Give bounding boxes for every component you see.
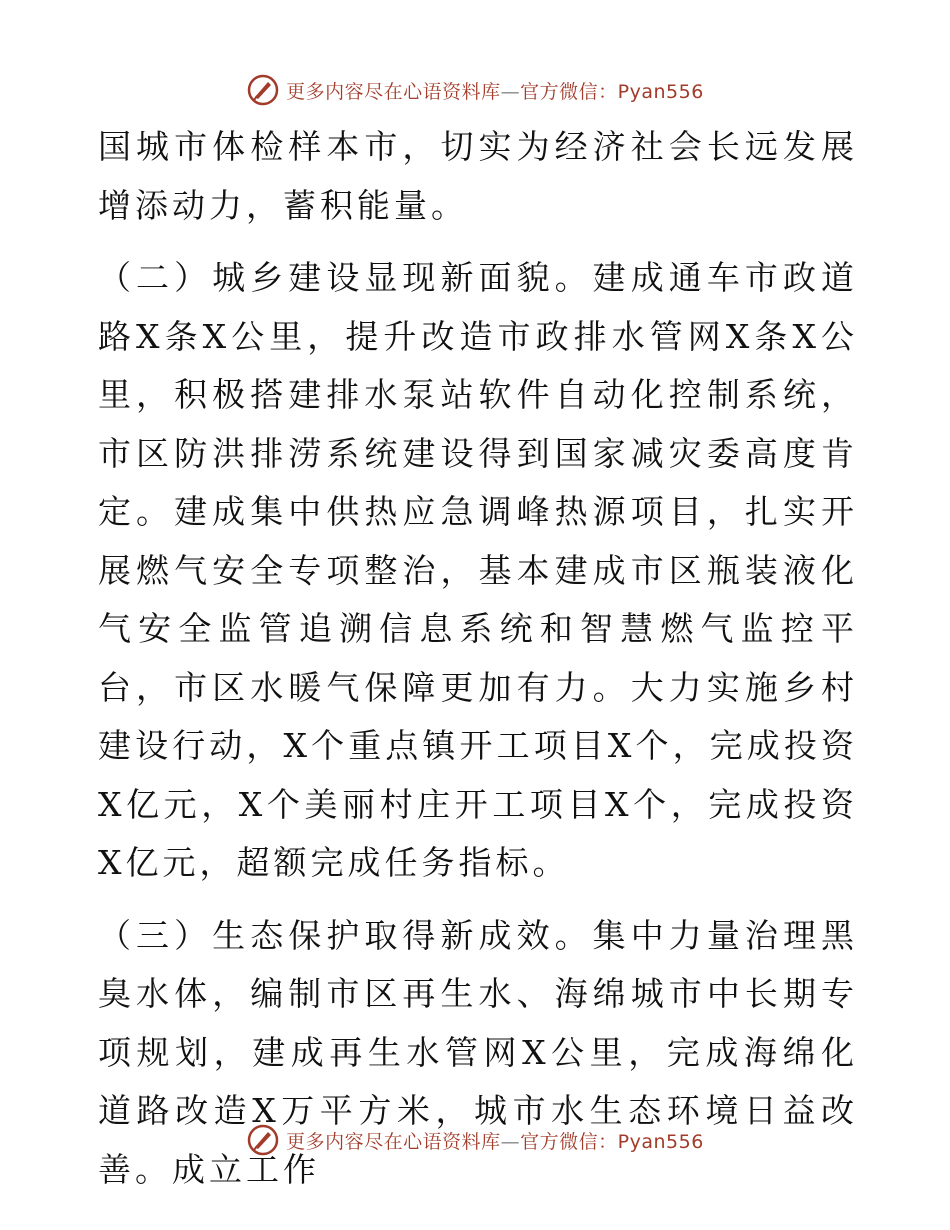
paragraph-2: （二）城乡建设显现新面貌。建成通车市政道路X条X公里，提升改造市政排水管网X条X公里，积极搭建排水泵站软件自动化控制系统，市区防洪排涝系统建设得到国家减灾委高度肯定。建成集中供热应急调峰热源项目，扎实开展燃气安全专项整治，基本建成市区瓶装液化气安全监管追溯信息系统和智慧燃气监控平台，市区水暖气保障更加有力。大力实施乡村建设行动，X个重点镇开工项目X个，完成投资X亿元，X个美丽村庄开工项目X个，完成投资X亿元，超额完成任务指标。: [98, 258, 858, 882]
quill-logo-icon: [246, 1123, 280, 1157]
document-body: [98, 118, 858, 1199]
paragraph-1: 国城市体检样本市，切实为经济社会长远发展增添动力，蓄积能量。: [98, 127, 858, 225]
header-banner-text: 更多内容尽在心语资料库—官方微信：Pyan556: [286, 80, 704, 103]
quill-logo-icon: [246, 73, 280, 107]
header-banner: [0, 70, 950, 110]
footer-banner-text: 更多内容尽在心语资料库—官方微信：Pyan556: [286, 1130, 704, 1153]
footer-banner: [0, 1120, 950, 1160]
paragraph-3: （三）生态保护取得新成效。集中力量治理黑臭水体，编制市区再生水、海绵城市中长期专项规划，建成再生水管网X公里，完成海绵化道路改造X万平方米，城市水生态环境日益改善。成立工作: [98, 915, 858, 1189]
